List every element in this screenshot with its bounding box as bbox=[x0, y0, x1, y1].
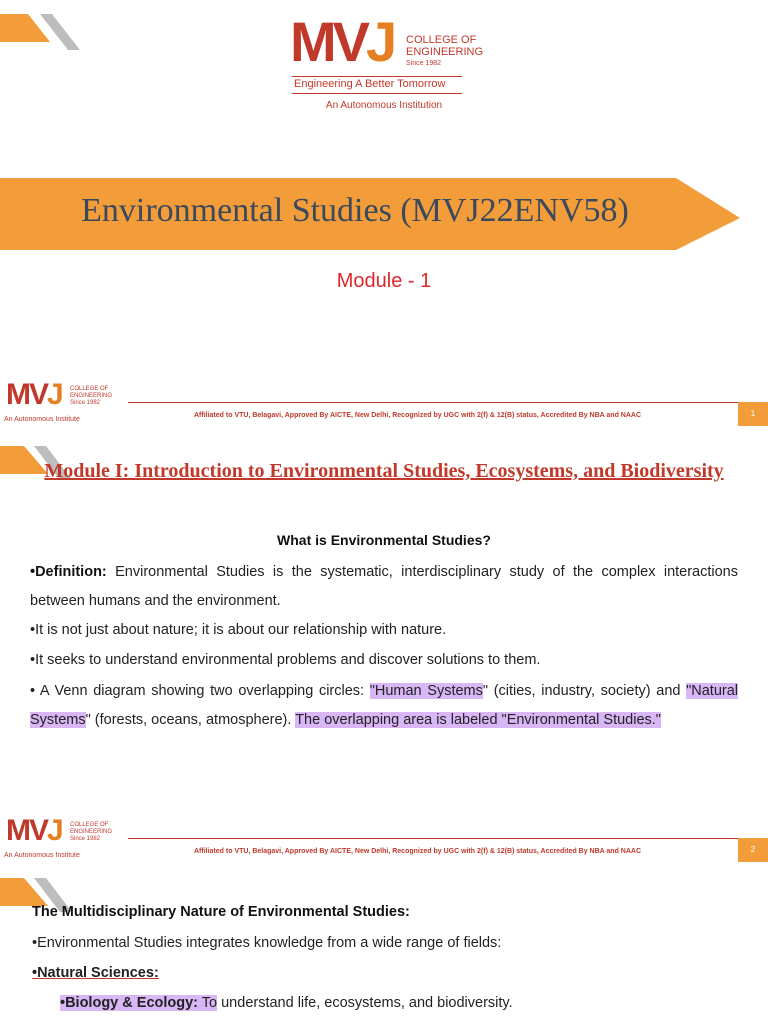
page-number: 2 bbox=[738, 838, 768, 862]
page-number: 1 bbox=[738, 402, 768, 426]
definition-paragraph: •Definition: Environmental Studies is the systematic, interdisciplinary study of the complex interactions between humans and the environment. bbox=[30, 564, 738, 609]
corner-decoration-icon bbox=[0, 0, 90, 60]
slide-footer bbox=[0, 372, 768, 432]
logo-divider bbox=[292, 76, 462, 77]
logo-college-name: COLLEGE OF ENGINEERING Since 1982 bbox=[406, 34, 484, 67]
content-slide-2 bbox=[0, 808, 768, 1024]
title-slide bbox=[0, 0, 768, 372]
slide-footer bbox=[0, 808, 768, 868]
bullet-problems: •It seeks to understand environmental problems and discover solutions to them. bbox=[30, 652, 541, 668]
footer-logo: MVJ COLLEGE OF ENGINEERING Since 1982 An Autonomous Institute bbox=[4, 378, 113, 423]
content-slide-1 bbox=[0, 372, 768, 808]
section-question: What is Environmental Studies? bbox=[277, 532, 491, 548]
logo-mark: MVJ bbox=[290, 10, 394, 73]
integration-line: •Environmental Studies integrates knowledge from a wide range of fields: bbox=[32, 935, 502, 951]
logo-divider bbox=[292, 93, 462, 94]
module-heading: Module I: Introduction to Environmental Studies, Ecosystems, and Biodiversity bbox=[44, 460, 724, 482]
corner-decoration-icon bbox=[0, 872, 90, 932]
autonomous-label: An Autonomous Institution bbox=[325, 100, 443, 111]
multidisciplinary-title: The Multidisciplinary Nature of Environmental Studies: bbox=[32, 904, 410, 920]
course-title: Environmental Studies (MVJ22ENV58) bbox=[81, 192, 629, 229]
footer-rule bbox=[128, 402, 738, 403]
footer-logo: MVJ COLLEGE OF ENGINEERING Since 1982 An Autonomous Institute bbox=[4, 814, 113, 859]
biology-ecology-line: •Biology & Ecology: To understand life, ecosystems, and biodiversity. bbox=[60, 995, 513, 1011]
footer-affiliation: Affiliated to VTU, Belagavi, Approved By AICTE, New Delhi, Recognized by UGC with 2(f) & 12(B) status, Accredited By NBA and NAAC bbox=[194, 848, 642, 855]
footer-rule bbox=[128, 838, 738, 839]
module-label: Module - 1 bbox=[336, 270, 432, 292]
venn-description: • A Venn diagram showing two overlapping circles: "Human Systems" (cities, industry, society) and "Natural Systems" (forests, oceans, atmosphere). The overlapping area is labeled "Environmental Studies." bbox=[30, 683, 738, 728]
natural-sciences-heading: •Natural Sciences: bbox=[32, 965, 159, 981]
college-logo bbox=[290, 10, 484, 98]
logo-tagline: Engineering A Better Tomorrow bbox=[294, 78, 446, 90]
bullet-relationship: •It is not just about nature; it is about our relationship with nature. bbox=[30, 622, 447, 638]
footer-affiliation: Affiliated to VTU, Belagavi, Approved By AICTE, New Delhi, Recognized by UGC with 2(f) & 12(B) status, Accredited By NBA and NAAC bbox=[194, 412, 642, 419]
